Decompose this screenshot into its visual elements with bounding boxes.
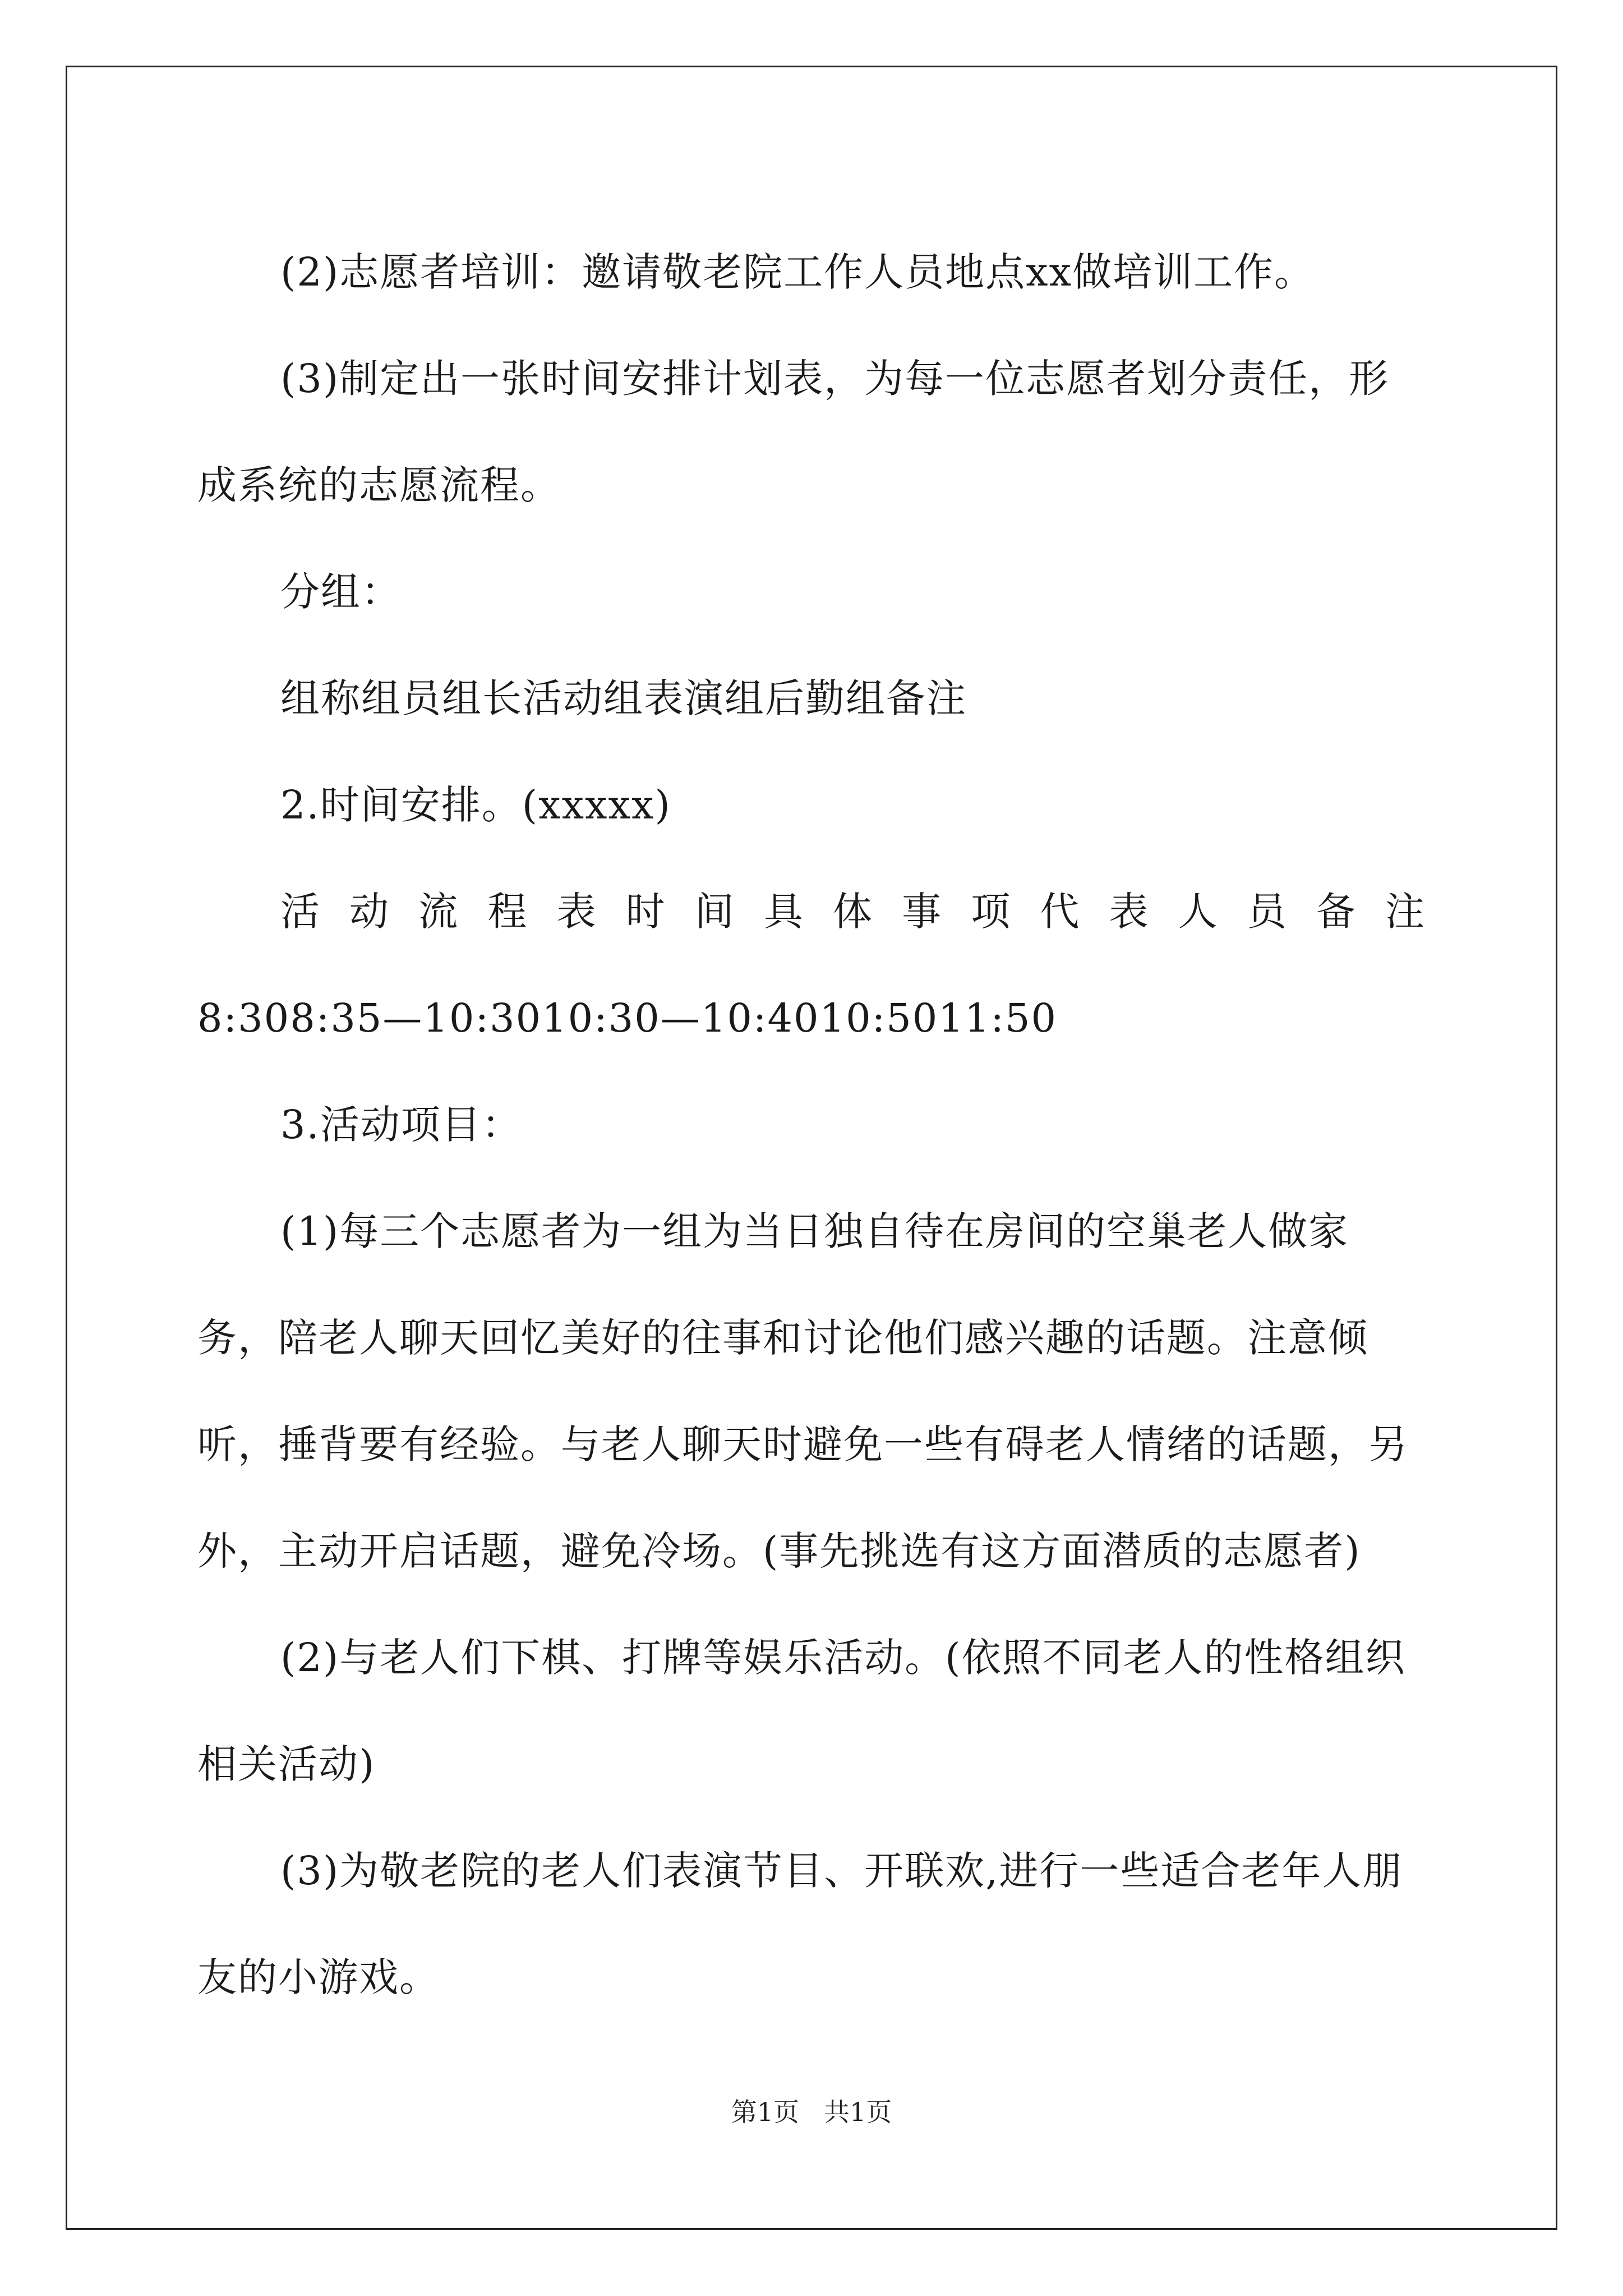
paragraph-volunteer-training: (2)志愿者培训：邀请敬老院工作人员地点xx做培训工作。 — [280, 249, 1315, 295]
document-body — [197, 219, 1426, 2031]
page-footer — [0, 2095, 1623, 2129]
paragraph-activity-flow-table: 活 动 流 程 表 时 间 具 体 事 项 代 表 人 员 备 注 — [280, 889, 1426, 935]
paragraph-time-arrangement: 2.时间安排。(xxxxx) — [280, 782, 671, 828]
paragraph-group-table: 组称组员组长活动组表演组后勤组备注 — [280, 675, 967, 721]
paragraph-schedule-plan: (3)制定出一张时间安排计划表，为每一位志愿者划分责任，形成系统的志愿流程。 — [197, 356, 1390, 508]
total-pages: 共1页 — [823, 2097, 892, 2127]
page-number: 第1页 — [731, 2097, 800, 2127]
paragraph-activity-items-heading: 3.活动项目： — [280, 1102, 522, 1148]
paragraph-activity-item-3: (3)为敬老院的老人们表演节目、开联欢,进行一些适合老年人朋友的小游戏。 — [197, 1848, 1403, 2000]
paragraph-activity-item-2: (2)与老人们下棋、打牌等娱乐活动。(依照不同老人的性格组织相关活动) — [197, 1635, 1406, 1787]
paragraph-time-slots: 8:308:35—10:3010:30—10:4010:5011:50 — [197, 995, 1058, 1041]
paragraph-grouping-heading: 分组： — [280, 569, 402, 615]
paragraph-activity-item-1: (1)每三个志愿者为一组为当日独自待在房间的空巢老人做家务，陪老人聊天回忆美好的往事和讨论他们感兴趣的话题。注意倾听，捶背要有经验。与老人聊天时避免一些有碍老人情绪的话题，另外，主动开启话题，避免冷场。(事先挑选有这方面潜质的志愿者) — [197, 1208, 1409, 1574]
